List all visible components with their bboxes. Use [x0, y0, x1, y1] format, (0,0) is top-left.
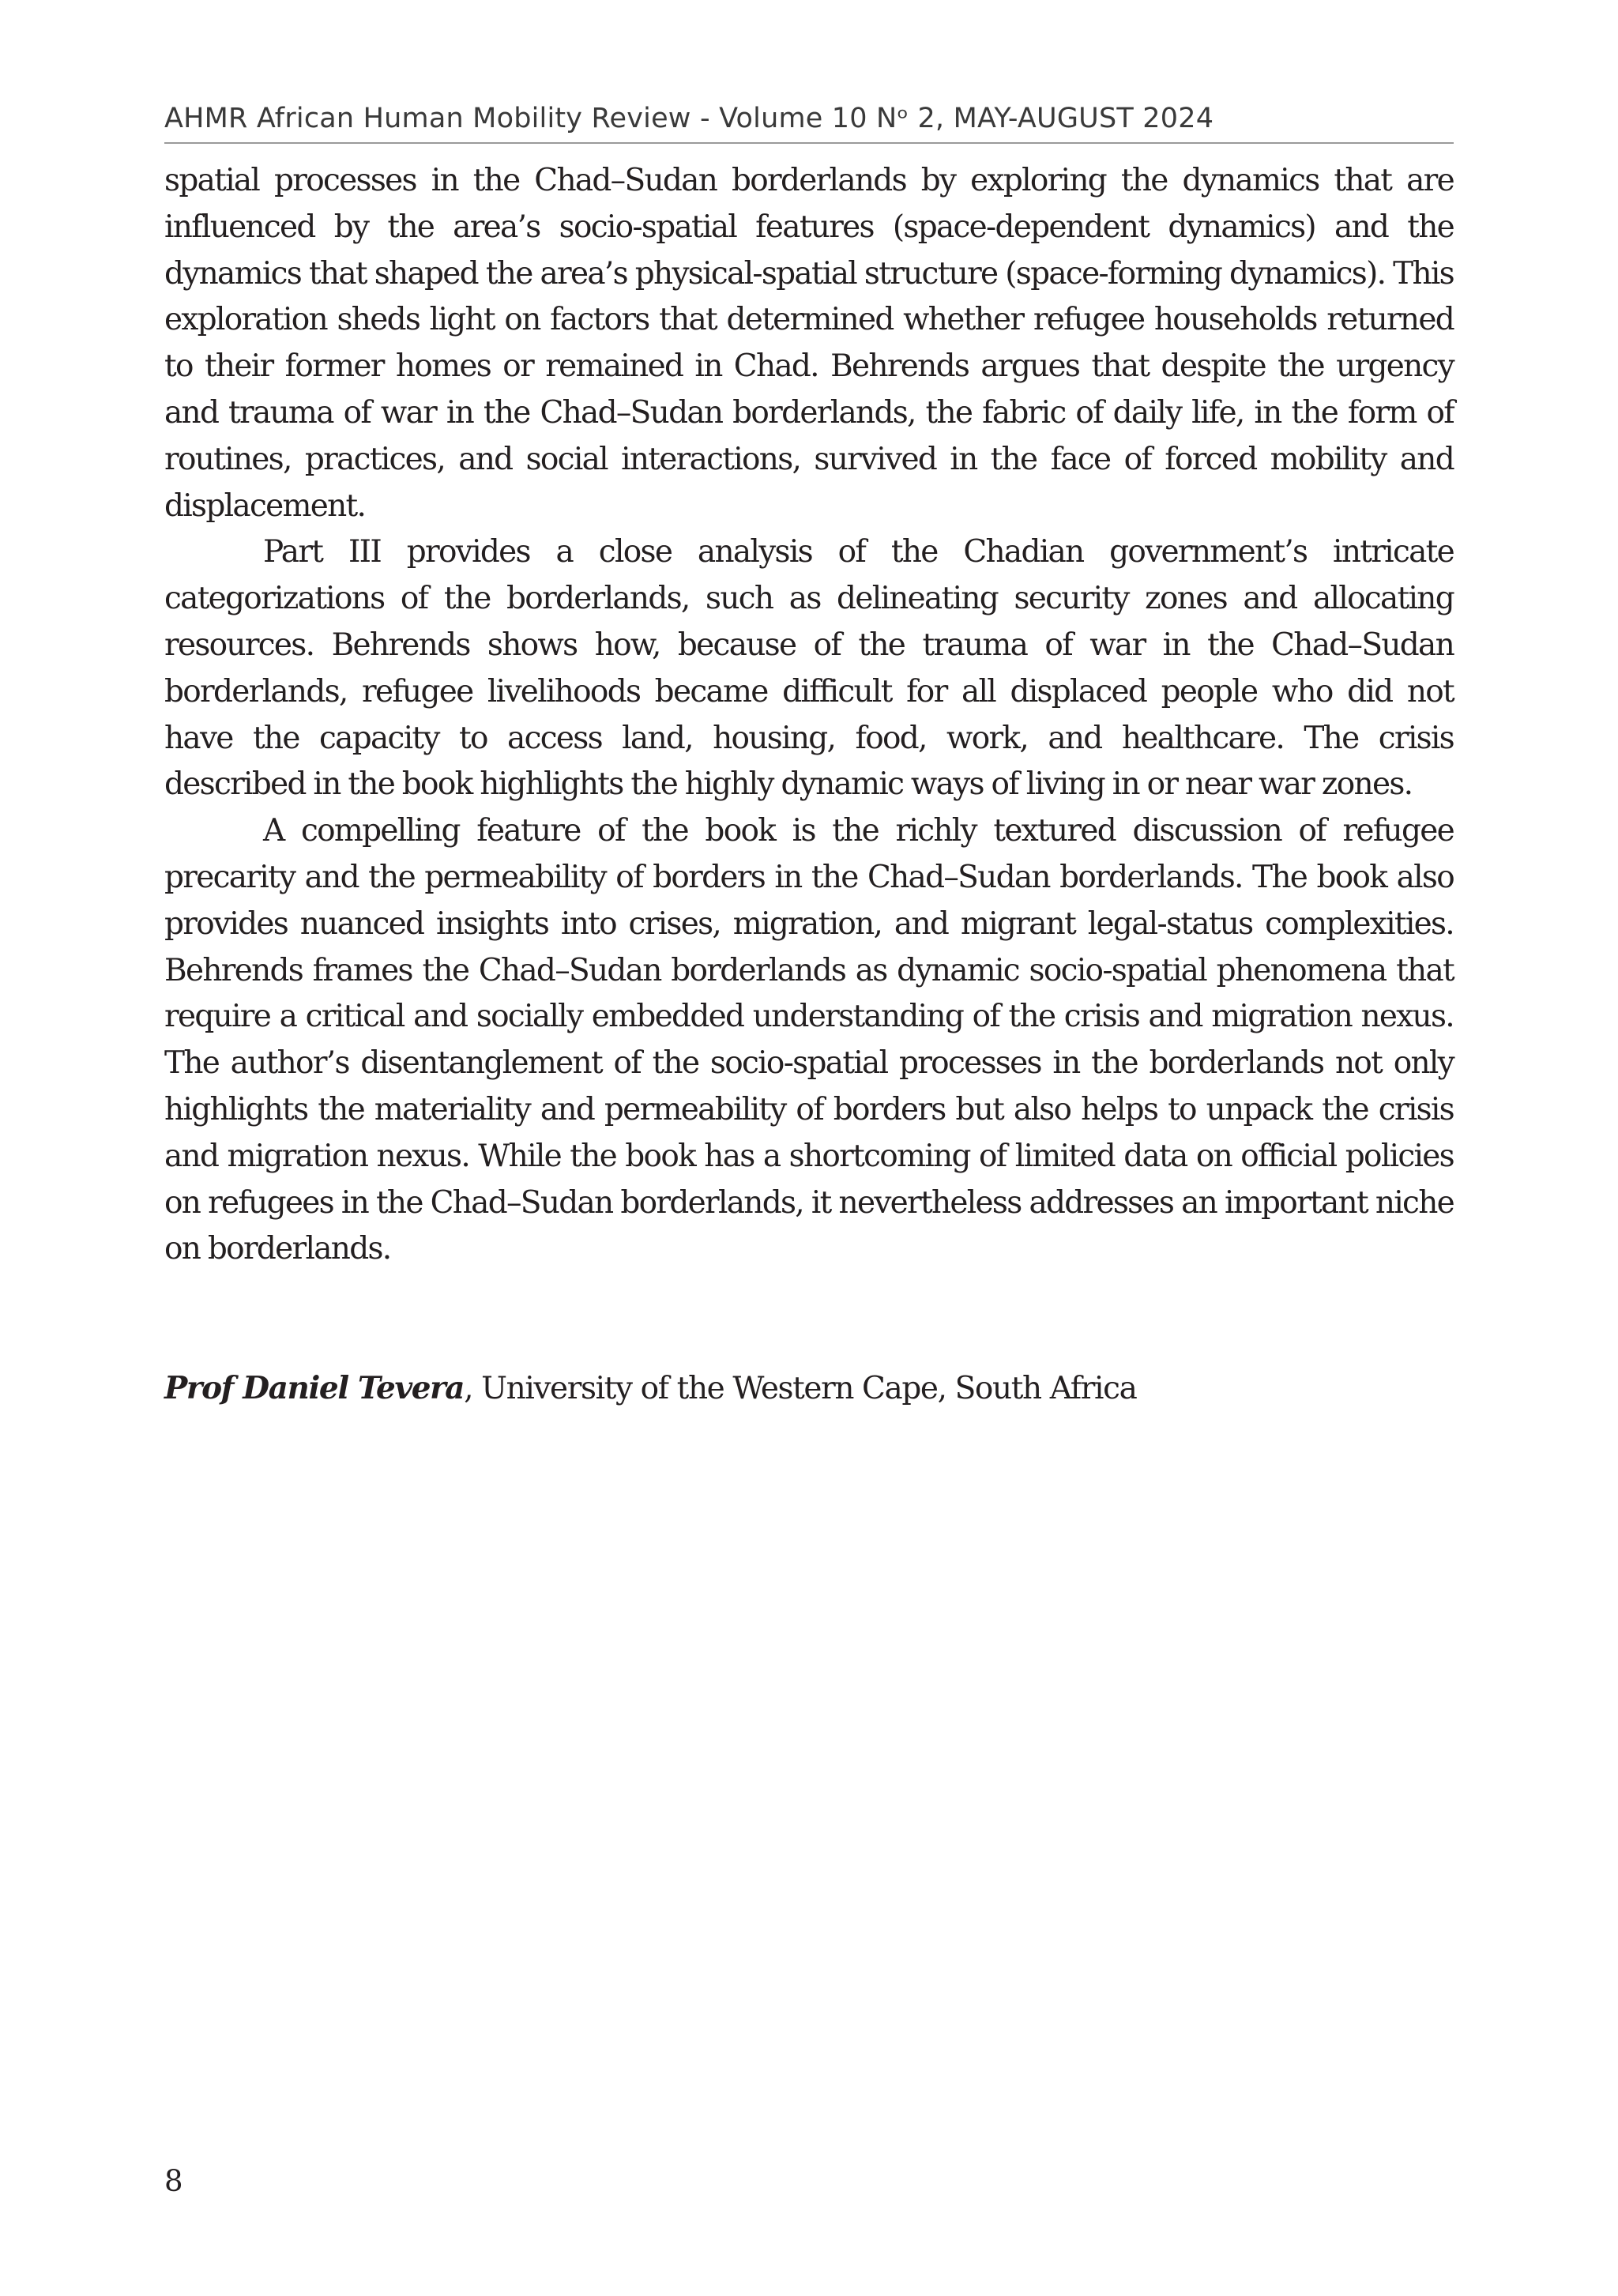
review-body: [164, 158, 1454, 1273]
paragraph-2: Part III provides a close analysis of the Chadian government’s intricate categorizations of the borderlands, such as delineating security zones and allocating resources. Behrends shows how, because of the trauma of war in the Chad–Sudan borderlands, refugee livelihoods became difficult for all displaced people who did not have the capacity to access land, housing, food, work, and healthcare. The crisis described in the book highlights the highly dynamic ways of living in or near war zones.: [164, 534, 1454, 803]
reviewer-affiliation: , University of the Western Cape, South Africa: [464, 1371, 1137, 1406]
running-header: AHMR African Human Mobility Review - Volume 10 Nᵒ 2, MAY-AUGUST 2024: [164, 103, 1214, 134]
page-number: 8: [164, 2164, 183, 2198]
header-divider: [164, 142, 1454, 144]
paragraph-1: spatial processes in the Chad–Sudan borderlands by exploring the dynamics that are influenced by the area’s socio-spatial features (space-dependent dynamics) and the dynamics that shaped the area’s physical-spatial structure (space-forming dynamics). This exploration sheds light on factors that determined whether refugee households returned to their former homes or remained in Chad. Behrends argues that despite the urgency and trauma of war in the Chad–Sudan borderlands, the fabric of daily life, in the form of routines, practices, and social interactions, survived in the face of forced mobility and displacement.: [164, 163, 1454, 524]
reviewer-name: Prof Daniel Tevera: [164, 1370, 465, 1406]
paragraph-3: A compelling feature of the book is the richly textured discussion of refugee precarity and the permeability of borders in the Chad–Sudan borderlands. The book also provides nuanced insights into crises, migration, and migrant legal-status complexities. Behrends frames the Chad–Sudan borderlands as dynamic socio-spatial phenomena that require a critical and socially embedded understanding of the crisis and migration nexus. The author’s disentanglement of the socio-spatial processes in the borderlands not only highlights the materiality and permeability of borders but also helps to unpack the crisis and migration nexus. While the book has a shortcoming of limited data on official policies on refugees in the Chad–Sudan borderlands, it nevertheless addresses an important niche on borderlands.: [164, 813, 1454, 1267]
reviewer-signature: [164, 1365, 1454, 1412]
